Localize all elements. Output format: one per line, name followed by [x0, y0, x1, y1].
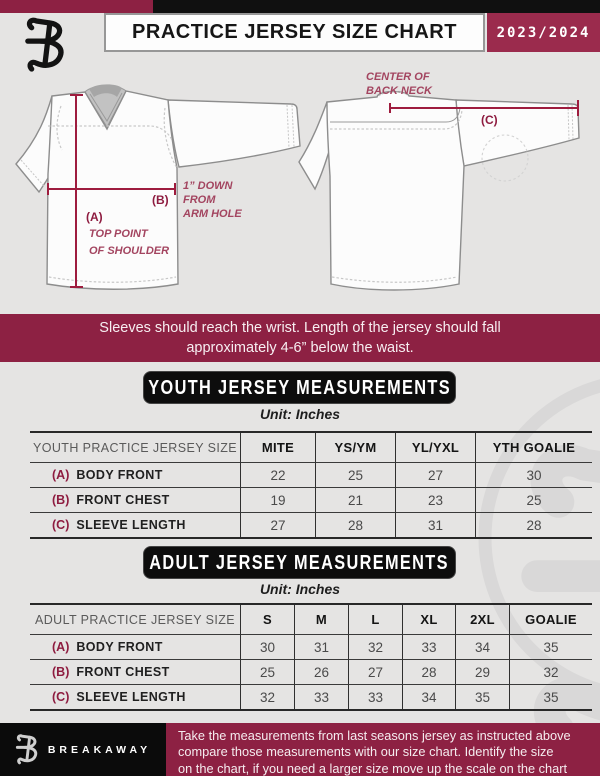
footer-line3: on the chart, if you need a larger size move up the scale on the chart [178, 760, 568, 776]
youth-heading-text: YOUTH JERSEY MEASUREMENTS [148, 375, 451, 399]
adult-cell: 33 [294, 684, 348, 709]
youth-size-table [30, 431, 592, 539]
adult-cell: 35 [509, 684, 592, 709]
adult-cell: 34 [402, 684, 455, 709]
front-jersey-drawing [16, 84, 300, 289]
breakaway-footer-logo-icon [15, 733, 41, 766]
row-key: (C) [52, 690, 70, 704]
youth-section-heading [143, 371, 456, 404]
youth-col-header: YTH GOALIE [475, 433, 592, 462]
arm-hole-note-line1: 1” DOWN [183, 180, 233, 192]
brand-name: BREAKAWAY [47, 743, 152, 756]
top-strip-black [153, 0, 600, 13]
adult-cell: 29 [455, 659, 509, 684]
footer-line2: compare those measurements with our size chart. Identify the size [178, 744, 554, 760]
adult-cell: 27 [348, 659, 402, 684]
top-strip-maroon [0, 0, 153, 13]
row-label-text: FRONT CHEST [76, 493, 170, 507]
youth-cell: 31 [395, 512, 475, 537]
row-key: (C) [52, 518, 70, 532]
footer-brand-block [0, 723, 166, 776]
footer-instructions [166, 723, 600, 776]
youth-cell: 28 [475, 512, 592, 537]
row-key: (B) [52, 493, 70, 507]
youth-col-header: YL/YXL [395, 433, 475, 462]
row-label-text: FRONT CHEST [76, 665, 170, 679]
season-badge [487, 13, 600, 52]
adult-cell: 32 [348, 634, 402, 659]
adult-col-header: S [240, 605, 294, 634]
shoulder-note-line2: OF SHOULDER [89, 245, 170, 257]
banner-line2: approximately 4-6” below the waist. [186, 340, 414, 356]
adult-cell: 32 [509, 659, 592, 684]
adult-cell: 32 [240, 684, 294, 709]
row-key: (A) [52, 640, 70, 654]
shoulder-note-line1: TOP POINT [89, 228, 148, 240]
adult-cell: 33 [402, 634, 455, 659]
page-title: PRACTICE JERSEY SIZE CHART [132, 21, 457, 43]
adult-cell: 35 [509, 634, 592, 659]
youth-cell: 23 [395, 487, 475, 512]
youth-cell: 25 [475, 487, 592, 512]
adult-col-header: 2XL [455, 605, 509, 634]
row-key: (A) [52, 468, 70, 482]
youth-col-header: YS/YM [315, 433, 395, 462]
youth-row-label [30, 487, 240, 512]
banner-line1: Sleeves should reach the wrist. Length of the jersey should fall [99, 320, 501, 336]
center-back-neck-note-line2: BACK NECK [366, 85, 432, 97]
adult-col-header: L [348, 605, 402, 634]
adult-row-label [30, 659, 240, 684]
row-label-text: SLEEVE LENGTH [76, 518, 186, 532]
row-label-text: BODY FRONT [76, 640, 163, 654]
center-back-neck-note-line1: CENTER OF [366, 71, 430, 83]
adult-heading-text: ADULT JERSEY MEASUREMENTS [149, 550, 450, 574]
page-title-box [104, 13, 485, 52]
adult-cell: 26 [294, 659, 348, 684]
adult-size-table [30, 603, 592, 711]
youth-col-header: MITE [240, 433, 315, 462]
adult-unit-label: Unit: Inches [259, 581, 341, 597]
youth-cell: 28 [315, 512, 395, 537]
jersey-measurement-diagram [0, 58, 600, 312]
adult-cell: 31 [294, 634, 348, 659]
youth-cell: 30 [475, 462, 592, 487]
season-label: 2023/2024 [496, 24, 591, 41]
adult-cell: 35 [455, 684, 509, 709]
adult-cell: 34 [455, 634, 509, 659]
adult-section-heading [143, 546, 456, 579]
youth-cell: 27 [395, 462, 475, 487]
adult-cell: 33 [348, 684, 402, 709]
youth-unit-label: Unit: Inches [259, 406, 341, 422]
adult-col-header: M [294, 605, 348, 634]
youth-row-label [30, 462, 240, 487]
youth-cell: 19 [240, 487, 315, 512]
youth-cell: 27 [240, 512, 315, 537]
row-label-text: BODY FRONT [76, 468, 163, 482]
adult-row-label [30, 684, 240, 709]
arm-hole-note-line2: FROM [183, 194, 216, 206]
row-label-text: SLEEVE LENGTH [76, 690, 186, 704]
fit-instruction-banner [0, 314, 600, 362]
label-b: (B) [152, 193, 169, 207]
arm-hole-note-line3: ARM HOLE [183, 208, 242, 220]
back-jersey-drawing [299, 92, 579, 290]
label-a: (A) [86, 210, 103, 224]
youth-cell: 22 [240, 462, 315, 487]
adult-col-header: XL [402, 605, 455, 634]
youth-cell: 21 [315, 487, 395, 512]
adult-table-corner-header: ADULT PRACTICE JERSEY SIZE [34, 612, 236, 627]
adult-cell: 30 [240, 634, 294, 659]
adult-row-label [30, 634, 240, 659]
row-key: (B) [52, 665, 70, 679]
youth-table-corner-header: YOUTH PRACTICE JERSEY SIZE [33, 440, 237, 455]
youth-row-label [30, 512, 240, 537]
adult-cell: 28 [402, 659, 455, 684]
adult-cell: 25 [240, 659, 294, 684]
adult-col-header: GOALIE [509, 605, 592, 634]
footer-line1: Take the measurements from last seasons jersey as instructed above [178, 728, 571, 743]
youth-cell: 25 [315, 462, 395, 487]
label-c: (C) [481, 113, 498, 127]
